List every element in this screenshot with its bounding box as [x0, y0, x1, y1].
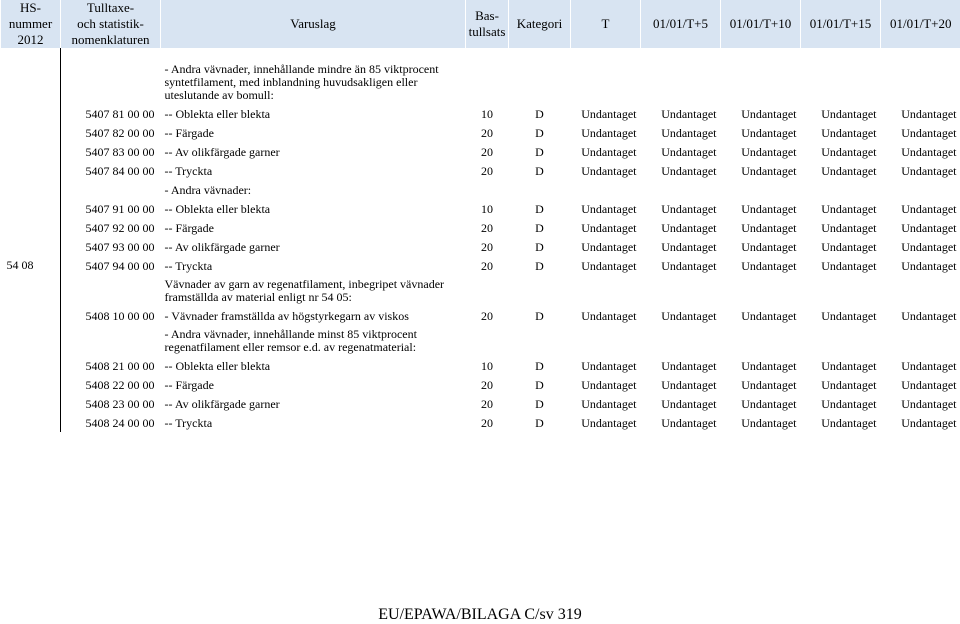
row-t5 — [641, 325, 721, 356]
row-cat — [509, 48, 571, 104]
row-t5 — [641, 48, 721, 104]
row-t10: Undantaget — [721, 161, 801, 180]
row-t15: Undantaget — [801, 306, 881, 325]
row-t10 — [721, 275, 801, 306]
row-t5: Undantaget — [641, 394, 721, 413]
table-row — [1, 256, 960, 275]
row-t5: Undantaget — [641, 161, 721, 180]
row-t15: Undantaget — [801, 142, 881, 161]
row-code: 5408 10 00 00 — [61, 306, 161, 325]
row-t10 — [721, 325, 801, 356]
row-code: 5407 91 00 00 — [61, 199, 161, 218]
row-code: 5408 23 00 00 — [61, 394, 161, 413]
row-t — [571, 275, 641, 306]
table-row — [1, 218, 960, 237]
row-cat: D — [509, 356, 571, 375]
row-rate: 20 — [466, 413, 509, 432]
row-t20: Undantaget — [881, 413, 960, 432]
row-t5: Undantaget — [641, 256, 721, 275]
row-t10: Undantaget — [721, 306, 801, 325]
row-t20: Undantaget — [881, 237, 960, 256]
table-row — [1, 48, 960, 104]
table-row — [1, 237, 960, 256]
row-t20: Undantaget — [881, 256, 960, 275]
row-t20 — [881, 325, 960, 356]
row-t20: Undantaget — [881, 218, 960, 237]
row-cat: D — [509, 237, 571, 256]
row-t15: Undantaget — [801, 237, 881, 256]
row-t20: Undantaget — [881, 123, 960, 142]
row-cat: D — [509, 142, 571, 161]
row-desc: -- Färgade — [161, 218, 466, 237]
row-cat — [509, 180, 571, 199]
row-code — [61, 48, 161, 104]
header-bastullsats: Bas- tullsats — [466, 0, 509, 48]
row-t: Undantaget — [571, 375, 641, 394]
page-footer: EU/EPAWA/BILAGA C/sv 319 — [0, 606, 960, 624]
row-rate: 20 — [466, 375, 509, 394]
row-code: 5407 84 00 00 — [61, 161, 161, 180]
row-rate: 10 — [466, 356, 509, 375]
row-t: Undantaget — [571, 237, 641, 256]
row-t20 — [881, 48, 960, 104]
row-desc: -- Oblekta eller blekta — [161, 199, 466, 218]
row-desc: - Andra vävnader: — [161, 180, 466, 199]
row-cat: D — [509, 413, 571, 432]
row-t5: Undantaget — [641, 104, 721, 123]
header-t: T — [571, 0, 641, 48]
row-t20: Undantaget — [881, 394, 960, 413]
row-t20: Undantaget — [881, 356, 960, 375]
row-t15: Undantaget — [801, 356, 881, 375]
row-cat — [509, 325, 571, 356]
row-rate — [466, 48, 509, 104]
row-cat: D — [509, 199, 571, 218]
row-code: 5408 24 00 00 — [61, 413, 161, 432]
row-t: Undantaget — [571, 394, 641, 413]
header-kategori: Kategori — [509, 0, 571, 48]
row-t5: Undantaget — [641, 237, 721, 256]
row-t15: Undantaget — [801, 375, 881, 394]
row-t10 — [721, 48, 801, 104]
row-t10: Undantaget — [721, 413, 801, 432]
table-header-row — [1, 0, 960, 48]
row-desc: Vävnader av garn av regenatfilament, inbegripet vävnader framställda av material enligt nr 54 05: — [161, 275, 466, 306]
row-code: 5407 81 00 00 — [61, 104, 161, 123]
table-row — [1, 142, 960, 161]
row-t: Undantaget — [571, 142, 641, 161]
row-code — [61, 275, 161, 306]
row-t15: Undantaget — [801, 104, 881, 123]
row-t15: Undantaget — [801, 199, 881, 218]
table-row — [1, 161, 960, 180]
row-t5 — [641, 180, 721, 199]
header-varuslag: Varuslag — [161, 0, 466, 48]
row-desc: - Andra vävnader, innehållande minst 85 viktprocent regenatfilament eller remsor e.d. av regenatmaterial: — [161, 325, 466, 356]
row-t — [571, 325, 641, 356]
row-t20 — [881, 275, 960, 306]
row-rate: 10 — [466, 104, 509, 123]
row-desc: -- Färgade — [161, 123, 466, 142]
row-t10: Undantaget — [721, 104, 801, 123]
row-cat: D — [509, 375, 571, 394]
row-desc: -- Av olikfärgade garner — [161, 237, 466, 256]
row-code: 5407 94 00 00 — [61, 256, 161, 275]
row-desc: -- Tryckta — [161, 161, 466, 180]
row-code — [61, 180, 161, 199]
row-code: 5407 82 00 00 — [61, 123, 161, 142]
row-desc: - Vävnader framställda av högstyrkegarn av viskos — [161, 306, 466, 325]
row-code: 5407 93 00 00 — [61, 237, 161, 256]
row-rate: 20 — [466, 394, 509, 413]
row-t20: Undantaget — [881, 199, 960, 218]
row-t: Undantaget — [571, 123, 641, 142]
table-row — [1, 180, 960, 199]
row-desc: - Andra vävnader, innehållande mindre än 85 viktprocent syntetfilament, med inblandning huvudsakligen eller uteslutande av bomull: — [161, 48, 466, 104]
row-desc: -- Tryckta — [161, 256, 466, 275]
row-t10 — [721, 180, 801, 199]
row-cat: D — [509, 104, 571, 123]
row-desc: -- Av olikfärgade garner — [161, 142, 466, 161]
row-t: Undantaget — [571, 413, 641, 432]
row-rate: 10 — [466, 199, 509, 218]
row-t: Undantaget — [571, 306, 641, 325]
row-cat: D — [509, 394, 571, 413]
table-row — [1, 325, 960, 356]
row-t10: Undantaget — [721, 256, 801, 275]
row-t5: Undantaget — [641, 413, 721, 432]
row-t15 — [801, 275, 881, 306]
row-t20: Undantaget — [881, 104, 960, 123]
row-rate: 20 — [466, 306, 509, 325]
row-cat — [509, 275, 571, 306]
row-t15: Undantaget — [801, 256, 881, 275]
table-row — [1, 275, 960, 306]
table-row — [1, 123, 960, 142]
row-t5: Undantaget — [641, 218, 721, 237]
header-t5: 01/01/T+5 — [641, 0, 721, 48]
row-rate — [466, 180, 509, 199]
row-rate: 20 — [466, 218, 509, 237]
hs-group-cell — [1, 48, 61, 432]
table-row — [1, 356, 960, 375]
row-code: 5408 22 00 00 — [61, 375, 161, 394]
row-desc: -- Tryckta — [161, 413, 466, 432]
row-t: Undantaget — [571, 161, 641, 180]
row-t5 — [641, 275, 721, 306]
row-t: Undantaget — [571, 218, 641, 237]
table-row — [1, 413, 960, 432]
row-t10: Undantaget — [721, 356, 801, 375]
row-t — [571, 180, 641, 199]
row-t15 — [801, 325, 881, 356]
row-t10: Undantaget — [721, 237, 801, 256]
row-t5: Undantaget — [641, 123, 721, 142]
row-cat: D — [509, 218, 571, 237]
row-t10: Undantaget — [721, 123, 801, 142]
row-t5: Undantaget — [641, 375, 721, 394]
table-row — [1, 394, 960, 413]
table-row — [1, 375, 960, 394]
header-t20: 01/01/T+20 — [881, 0, 960, 48]
row-desc: -- Av olikfärgade garner — [161, 394, 466, 413]
row-rate — [466, 325, 509, 356]
row-t: Undantaget — [571, 104, 641, 123]
hs-group-label: 54 08 — [7, 258, 34, 272]
row-t15: Undantaget — [801, 123, 881, 142]
row-t15: Undantaget — [801, 218, 881, 237]
row-t10: Undantaget — [721, 375, 801, 394]
header-t10: 01/01/T+10 — [721, 0, 801, 48]
row-t5: Undantaget — [641, 142, 721, 161]
row-t15: Undantaget — [801, 161, 881, 180]
table-row — [1, 199, 960, 218]
row-t15: Undantaget — [801, 413, 881, 432]
row-t5: Undantaget — [641, 199, 721, 218]
row-t — [571, 48, 641, 104]
row-code — [61, 325, 161, 356]
row-rate: 20 — [466, 142, 509, 161]
table-row — [1, 306, 960, 325]
row-rate: 20 — [466, 123, 509, 142]
row-t5: Undantaget — [641, 306, 721, 325]
row-t: Undantaget — [571, 356, 641, 375]
row-cat: D — [509, 306, 571, 325]
row-t20 — [881, 180, 960, 199]
row-desc: -- Oblekta eller blekta — [161, 104, 466, 123]
row-t15 — [801, 180, 881, 199]
row-rate: 20 — [466, 237, 509, 256]
row-t20: Undantaget — [881, 161, 960, 180]
row-rate — [466, 275, 509, 306]
row-t20: Undantaget — [881, 375, 960, 394]
row-cat: D — [509, 123, 571, 142]
row-t20: Undantaget — [881, 306, 960, 325]
row-t10: Undantaget — [721, 218, 801, 237]
row-t15 — [801, 48, 881, 104]
row-t10: Undantaget — [721, 142, 801, 161]
row-t15: Undantaget — [801, 394, 881, 413]
header-tulltaxe: Tulltaxe- och statistik- nomenklaturen — [61, 0, 161, 48]
row-code: 5408 21 00 00 — [61, 356, 161, 375]
row-cat: D — [509, 256, 571, 275]
row-cat: D — [509, 161, 571, 180]
row-t5: Undantaget — [641, 356, 721, 375]
row-rate: 20 — [466, 256, 509, 275]
row-t: Undantaget — [571, 256, 641, 275]
row-t20: Undantaget — [881, 142, 960, 161]
header-t15: 01/01/T+15 — [801, 0, 881, 48]
header-hs-nummer: HS- nummer 2012 — [1, 0, 61, 48]
row-desc: -- Färgade — [161, 375, 466, 394]
row-t: Undantaget — [571, 199, 641, 218]
row-t10: Undantaget — [721, 199, 801, 218]
row-rate: 20 — [466, 161, 509, 180]
row-code: 5407 92 00 00 — [61, 218, 161, 237]
row-t10: Undantaget — [721, 394, 801, 413]
row-code: 5407 83 00 00 — [61, 142, 161, 161]
row-desc: -- Oblekta eller blekta — [161, 356, 466, 375]
table-row — [1, 104, 960, 123]
